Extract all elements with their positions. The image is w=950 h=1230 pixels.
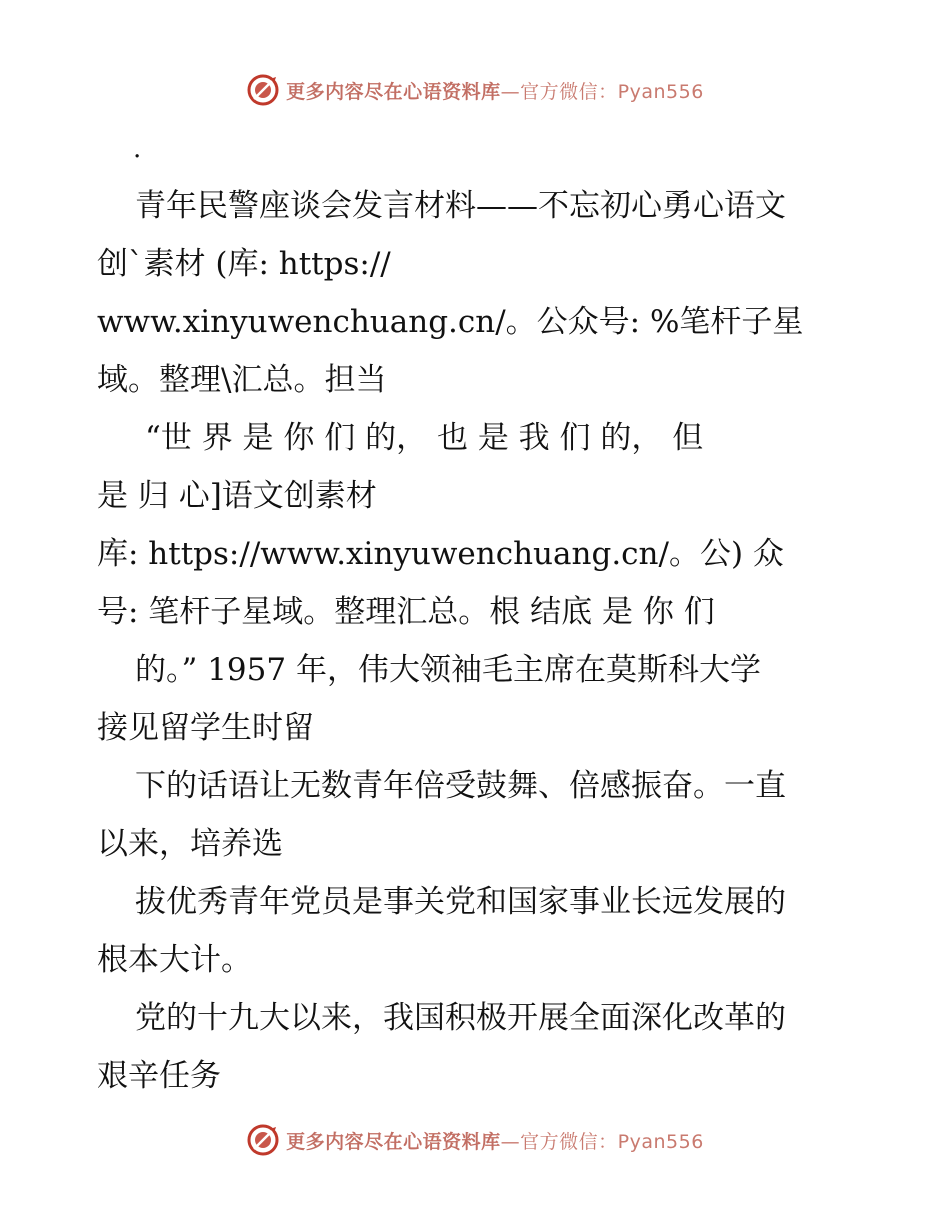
text-line: www.xinyuwenchuang.cn/。公众号: %笔杆子星 bbox=[97, 304, 804, 340]
footer-banner bbox=[0, 1120, 950, 1160]
text-line: 库: https://www.xinyuwenchuang.cn/。公) 众 bbox=[97, 536, 784, 572]
text-line: 是 归 心]语文创素材 bbox=[97, 478, 377, 514]
text-line: 创`素材 (库: https:// bbox=[97, 246, 391, 282]
text-line: 拔优秀青年党员是事关党和国家事业长远发展的 bbox=[135, 884, 786, 920]
text-line: “世 界 是 你 们 的， 也 是 我 们 的， 但 bbox=[145, 420, 704, 456]
stray-dot: . bbox=[133, 134, 142, 164]
logo-icon bbox=[246, 1123, 280, 1157]
text-line: 域。整理\汇总。担当 bbox=[97, 362, 387, 398]
text-line: 艰辛任务 bbox=[97, 1058, 221, 1094]
text-line: 下的话语让无数青年倍受鼓舞、倍感振奋。一直 bbox=[135, 768, 786, 804]
footer-banner-text: 更多内容尽在心语资料库—官方微信：Pyan556 bbox=[286, 1130, 704, 1153]
header-banner-text: 更多内容尽在心语资料库—官方微信：Pyan556 bbox=[286, 80, 704, 103]
text-line: 接见留学生时留 bbox=[97, 710, 314, 746]
text-line: 青年民警座谈会发言材料——不忘初心勇心语文 bbox=[135, 188, 786, 224]
text-line: 根本大计。 bbox=[97, 942, 252, 978]
text-line: 的。” 1957 年，伟大领袖毛主席在莫斯科大学 bbox=[135, 652, 761, 688]
text-line: 号: 笔杆子星域。整理汇总。根 结底 是 你 们 bbox=[97, 594, 715, 630]
text-line: 以来，培养选 bbox=[97, 826, 283, 862]
text-line: 党的十九大以来，我国积极开展全面深化改革的 bbox=[135, 1000, 786, 1036]
